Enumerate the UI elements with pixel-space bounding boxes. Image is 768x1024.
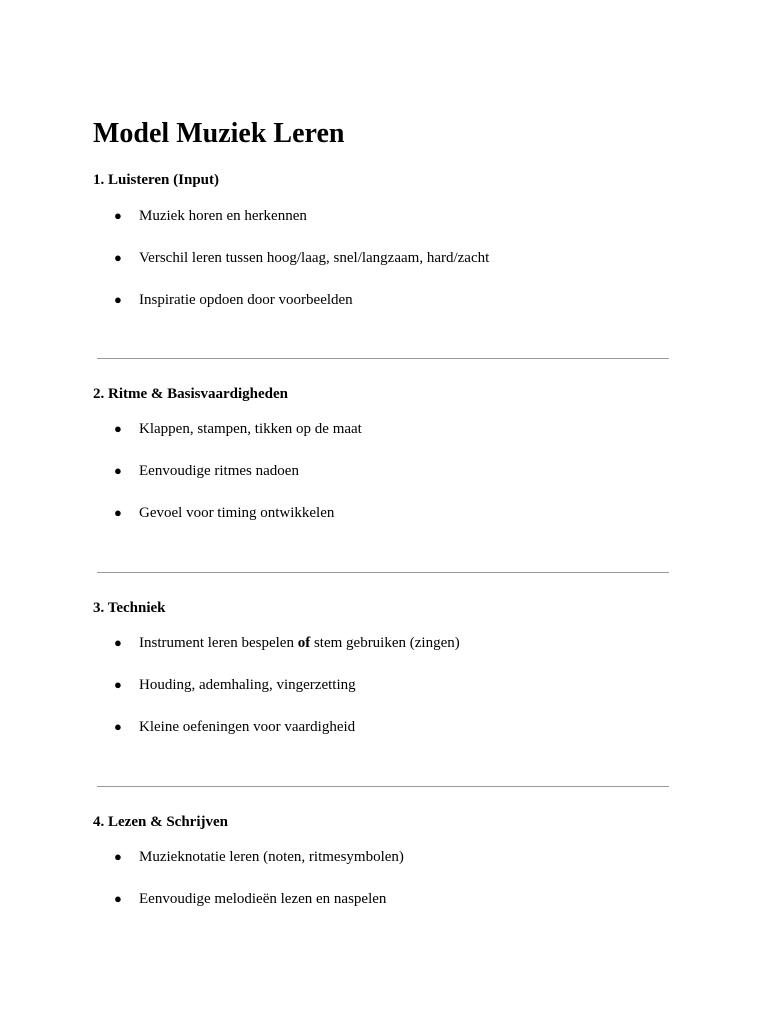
bullet-icon: ● [114,849,122,864]
list-item-text: Klappen, stampen, tikken op de maat [139,421,362,437]
list-item-text: Muzieknotatie leren (noten, ritmesymbolen) [139,849,404,865]
list-item-text: Inspiratie opdoen door voorbeelden [139,292,353,308]
bullet-icon: ● [114,292,122,307]
bullet-icon: ● [114,463,122,478]
bullet-icon: ● [114,719,122,734]
section-divider [97,786,669,787]
list-item [114,633,460,653]
list-item [114,248,489,268]
list-item [114,503,334,523]
section-divider [97,358,669,359]
list-item [114,206,307,226]
section-heading-ritme: 2. Ritme & Basisvaardigheden [93,386,288,402]
list-item [114,290,353,310]
bullet-icon: ● [114,677,122,692]
list-item [114,461,299,481]
section-heading-techniek: 3. Techniek [93,600,166,616]
list-item [114,419,362,439]
list-item-text: Eenvoudige melodieën lezen en naspelen [139,891,387,907]
list-item-text: Muziek horen en herkennen [139,208,307,224]
list-item-text: Houding, ademhaling, vingerzetting [139,677,356,693]
list-item [114,847,404,867]
list-item-text: Instrument leren bespelen [139,635,298,651]
bullet-icon: ● [114,505,122,520]
list-item-text: Kleine oefeningen voor vaardigheid [139,719,356,735]
section-heading-lezen: 4. Lezen & Schrijven [93,814,228,830]
bullet-icon: ● [114,421,122,436]
bullet-icon: ● [114,891,122,906]
list-item-text: stem gebruiken (zingen) [310,635,460,651]
bullet-icon: ● [114,208,122,223]
list-item-emphasis: of [297,635,311,651]
section-heading-luisteren: 1. Luisteren (Input) [93,172,219,188]
bullet-icon: ● [114,250,122,265]
list-item [114,717,355,737]
list-item-text: Eenvoudige ritmes nadoen [139,463,299,479]
bullet-icon: ● [114,635,122,650]
page-title: Model Muziek Leren [93,118,345,149]
list-item-text: Verschil leren tussen hoog/laag, snel/langzaam, hard/zacht [139,250,490,266]
list-item [114,889,386,909]
list-item [114,675,356,695]
list-item-text: Gevoel voor timing ontwikkelen [139,505,335,521]
section-divider [97,572,669,573]
